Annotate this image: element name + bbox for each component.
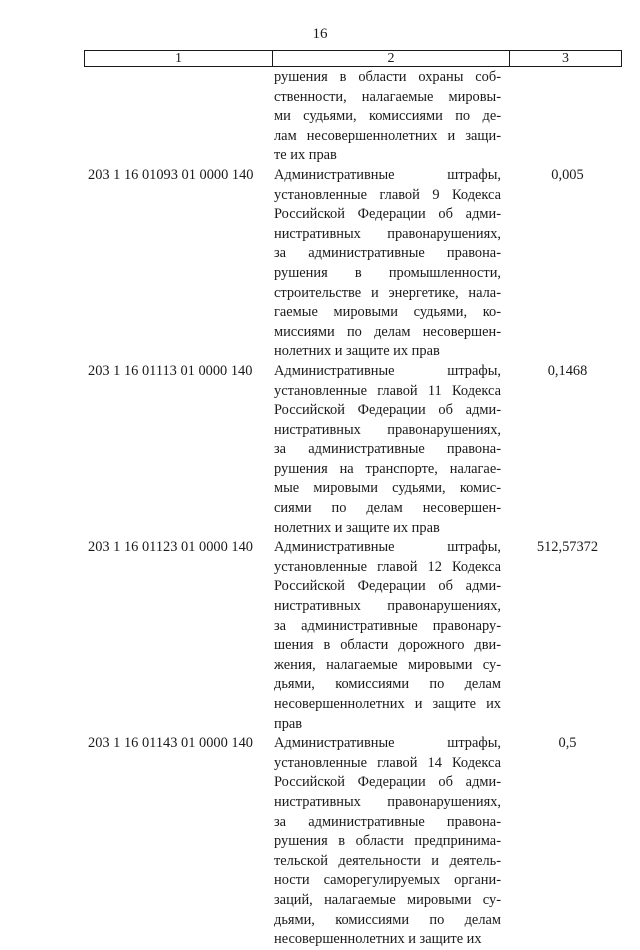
description-line: нолетних и защите их прав <box>274 343 440 360</box>
table-row <box>84 734 622 950</box>
budget-code-cell: 203 1 16 01113 01 0000 140 <box>88 362 253 379</box>
column-header-1: 1 <box>85 51 273 66</box>
description-line: рушения в области охраны соб- <box>274 69 501 85</box>
description-line: несовершеннолетних и защите их <box>274 931 482 948</box>
description-line: Административные штрафы, <box>274 362 501 379</box>
description-line: установленные главой 14 Кодекса <box>274 754 501 771</box>
table-row <box>84 166 622 362</box>
description-line: заций, налагаемые мировыми су- <box>274 891 501 908</box>
description-line: миссиями по делам несовершен- <box>274 323 501 340</box>
description-line: шения в области дорожного дви- <box>274 637 501 654</box>
budget-code-cell: 203 1 16 01143 01 0000 140 <box>88 735 253 752</box>
description-line: Российской Федерации об адми- <box>274 578 501 595</box>
column-header-2: 2 <box>273 51 510 66</box>
table-header <box>84 50 622 67</box>
amount-cell: 512,57372 <box>536 539 599 556</box>
description-line: нистративных правонарушениях, <box>274 793 501 810</box>
description-line: установленные главой 9 Кодекса <box>274 186 501 203</box>
description-line: нолетних и защите их прав <box>274 519 440 536</box>
description-line: дьями, комиссиями по делам <box>274 676 501 693</box>
description-cell <box>271 68 501 166</box>
table-row <box>84 362 622 538</box>
page-number: 16 <box>312 26 328 42</box>
amount-cell: 0,005 <box>551 166 584 183</box>
description-line: установленные главой 12 Кодекса <box>274 558 501 575</box>
description-line: Административные штрафы, <box>274 735 501 752</box>
description-line: рушения в области предпринима- <box>274 833 501 850</box>
description-line: ственности, налагаемые мировы- <box>274 88 501 105</box>
description-line: за административные правона- <box>274 245 501 262</box>
table-row <box>84 538 622 734</box>
description-line: ми судьями, комиссиями по де- <box>274 108 501 125</box>
description-line: ности саморегулируемых органи- <box>274 872 501 889</box>
budget-code-cell: 203 1 16 01123 01 0000 140 <box>88 539 253 556</box>
description-line: лам несовершеннолетних и защи- <box>274 127 501 144</box>
description-line: те их прав <box>274 147 337 164</box>
description-line: Административные штрафы, <box>274 539 501 556</box>
column-header-3: 3 <box>562 51 569 66</box>
description-line: нистративных правонарушениях, <box>274 225 501 242</box>
description-line: нистративных правонарушениях, <box>274 598 501 615</box>
description-line: несовершеннолетних и защите их <box>274 696 501 712</box>
description-line: рушения в промышленности, <box>274 264 501 281</box>
description-cell <box>271 734 501 950</box>
description-line: рушения на транспорте, налагае- <box>274 460 501 477</box>
description-line: строительстве и энергетике, нала- <box>274 284 501 301</box>
description-line: мые мировыми судьями, комис- <box>274 480 501 497</box>
description-line: за административные правонару- <box>274 617 501 634</box>
description-line: Российской Федерации об адми- <box>274 206 501 223</box>
description-line: нистративных правонарушениях, <box>274 421 501 438</box>
description-line: Административные штрафы, <box>274 166 501 183</box>
budget-code-cell: 203 1 16 01093 01 0000 140 <box>88 166 254 183</box>
description-line: гаемые мировыми судьями, ко- <box>274 304 501 321</box>
amount-cell: 0,1468 <box>547 362 588 379</box>
description-line: жения, налагаемые мировыми су- <box>274 656 501 673</box>
description-line: Российской Федерации об адми- <box>274 774 501 791</box>
description-line: прав <box>274 715 303 732</box>
description-line: за административные правона- <box>274 813 501 830</box>
description-line: тельской деятельности и деятель- <box>274 852 501 869</box>
description-line: за административные правона- <box>274 441 501 458</box>
table-body <box>84 68 622 950</box>
description-cell <box>271 538 501 734</box>
description-cell <box>271 362 501 538</box>
amount-cell: 0,5 <box>558 735 577 752</box>
budget-code-cell <box>84 68 271 166</box>
description-cell <box>271 166 501 362</box>
amount-cell <box>501 68 622 166</box>
description-line: Российской Федерации об адми- <box>274 402 501 419</box>
description-line: сиями по делам несовершен- <box>274 500 501 517</box>
table-row <box>84 68 622 166</box>
description-line: установленные главой 11 Кодекса <box>274 382 501 399</box>
description-line: дьями, комиссиями по делам <box>274 911 501 928</box>
